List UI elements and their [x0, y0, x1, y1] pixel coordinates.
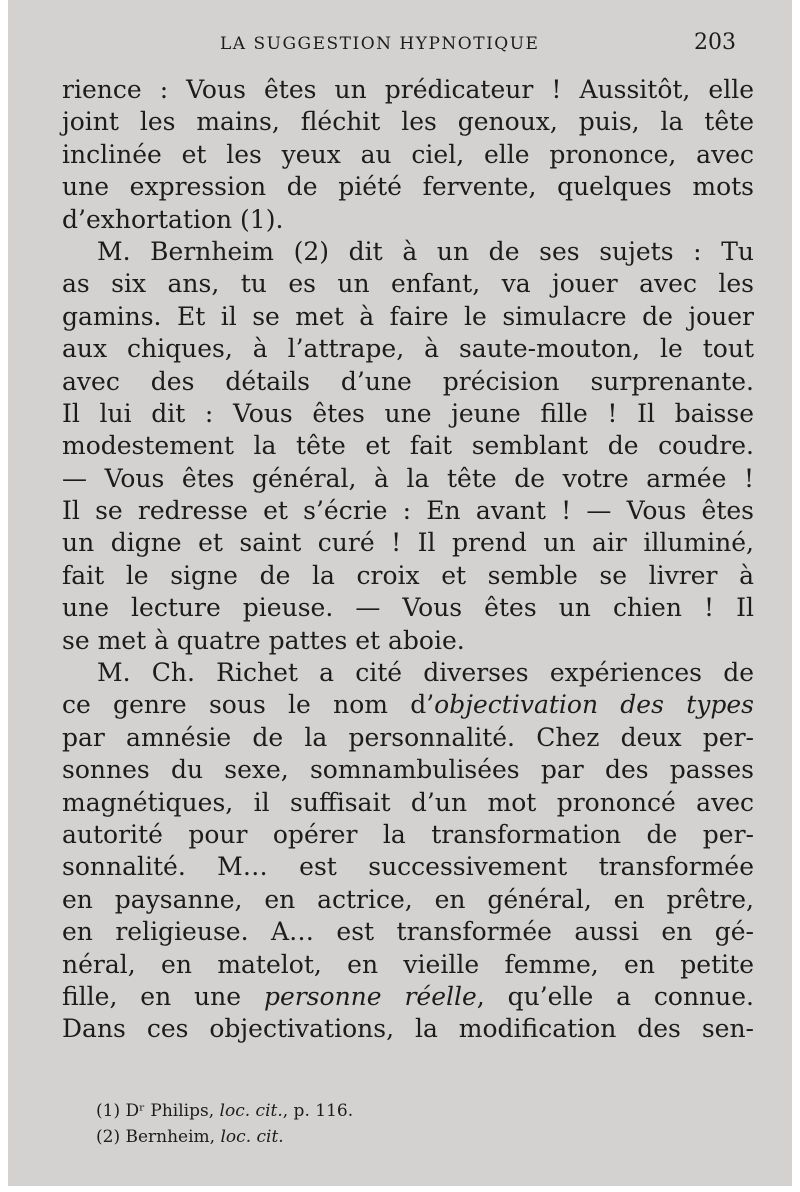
text-segment: fille, en une [62, 981, 264, 1011]
footnote [96, 1124, 696, 1150]
text-line: d’exhortation (1). [62, 204, 284, 234]
text-line: sonnalité. M… est successivement transformée [62, 852, 754, 882]
text-line: joint les mains, fléchit les genoux, puis, la tête [62, 107, 754, 137]
italic-text: loc. cit. [220, 1127, 284, 1147]
text-line: — Vous êtes général, à la tête de votre armée ! [62, 463, 754, 493]
running-title: LA SUGGESTION HYPNOTIQUE [220, 34, 540, 54]
text-line: M. Bernheim (2) dit à un de ses sujets : Tu [97, 236, 754, 266]
footnotes [96, 1098, 696, 1150]
running-head [8, 30, 792, 60]
text-line: en paysanne, en actrice, en général, en prêtre, [62, 884, 754, 914]
page-number: 203 [694, 30, 736, 55]
italic-text: objectivation des types [434, 690, 754, 720]
text-line: rience : Vous êtes un prédicateur ! Aussitôt, elle [62, 75, 754, 104]
text-line: gamins. Et il se met à faire le simulacre de jouer [62, 301, 754, 331]
text-line: sonnes du sexe, somnambulisées par des passes [62, 755, 754, 785]
text-segment: (1) Dʳ Philips, [96, 1101, 220, 1121]
text-line: une expression de piété fervente, quelques mots [62, 172, 754, 202]
footnote [96, 1098, 696, 1124]
text-line: Il lui dit : Vous êtes une jeune fille ! Il baisse [62, 398, 754, 428]
body-text [62, 74, 754, 1046]
text-line: par amnésie de la personnalité. Chez deux per- [62, 722, 754, 752]
text-line: Il se redresse et s’écrie : En avant ! — Vous êtes [62, 496, 754, 526]
text-line: Dans ces objectivations, la modification des sen- [62, 1014, 754, 1044]
text-line [62, 689, 754, 721]
text-line: M. Ch. Richet a cité diverses expériences de [97, 658, 754, 688]
text-line: autorité pour opérer la transformation de per- [62, 819, 754, 849]
text-segment: , p. 116. [282, 1101, 354, 1121]
text-line: néral, en matelot, en vieille femme, en petite [62, 949, 754, 979]
text-segment: (2) Bernheim, [96, 1127, 221, 1147]
book-page [8, 0, 792, 1186]
italic-text: personne réelle [263, 981, 477, 1011]
italic-text: loc. cit. [219, 1101, 283, 1121]
text-line: une lecture pieuse. — Vous êtes un chien ! Il [62, 593, 754, 623]
text-line [62, 981, 754, 1013]
text-line: aux chiques, à l’attrape, à saute-mouton, le tout [62, 334, 754, 364]
text-line: modestement la tête et fait semblant de coudre. [62, 431, 754, 461]
text-line: as six ans, tu es un enfant, va jouer avec les [62, 269, 754, 299]
text-line: magnétiques, il suffisait d’un mot prononcé avec [62, 787, 754, 817]
text-line: inclinée et les yeux au ciel, elle prononce, avec [62, 139, 754, 169]
text-segment: , qu’elle a connue. [476, 981, 754, 1011]
text-line: avec des détails d’une précision surprenante. [62, 366, 754, 396]
text-line: un digne et saint curé ! Il prend un air illuminé, [62, 528, 754, 558]
text-line: fait le signe de la croix et semble se livrer à [62, 560, 754, 590]
text-line: en religieuse. A… est transformée aussi en gé- [62, 917, 754, 947]
text-line: se met à quatre pattes et aboie. [62, 625, 465, 655]
text-segment: ce genre sous le nom d’ [62, 690, 435, 720]
